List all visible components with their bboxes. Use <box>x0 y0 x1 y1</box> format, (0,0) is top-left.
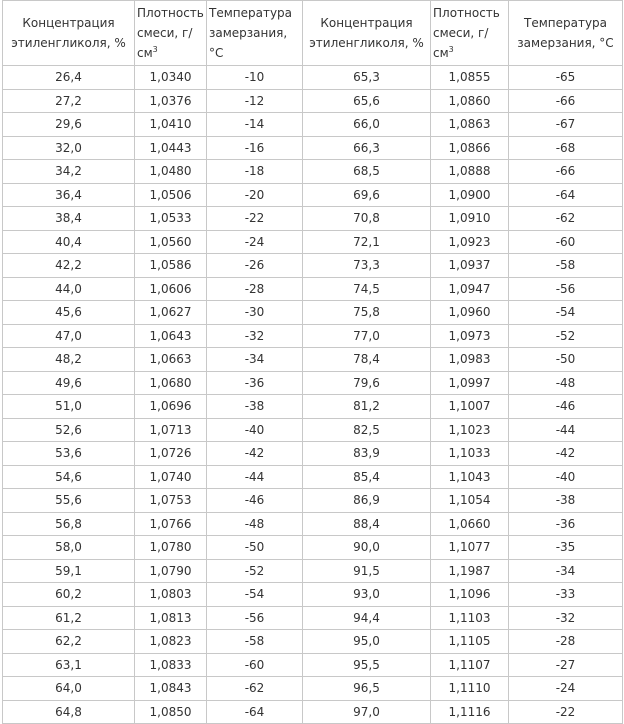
concentration-cell: 81,2 <box>303 395 431 419</box>
density-cell: 1,0947 <box>431 277 509 301</box>
freezing-temp-cell: -66 <box>509 160 623 184</box>
concentration-cell: 32,0 <box>3 136 135 160</box>
freezing-temp-cell: -62 <box>207 677 303 701</box>
header-concentration: Концентрация этиленгликоля, % <box>3 1 135 66</box>
table-row <box>3 489 623 513</box>
concentration-cell: 74,5 <box>303 277 431 301</box>
density-cell: 1,1033 <box>431 442 509 466</box>
density-cell: 1,1096 <box>431 583 509 607</box>
concentration-cell: 55,6 <box>3 489 135 513</box>
concentration-cell: 36,4 <box>3 183 135 207</box>
density-cell: 1,0860 <box>431 89 509 113</box>
density-cell: 1,0660 <box>431 512 509 536</box>
table-row <box>3 630 623 654</box>
freezing-temp-cell: -36 <box>207 371 303 395</box>
freezing-temp-cell: -62 <box>509 207 623 231</box>
freezing-temp-cell: -52 <box>509 324 623 348</box>
density-cell: 1,1054 <box>431 489 509 513</box>
concentration-cell: 95,0 <box>303 630 431 654</box>
concentration-cell: 27,2 <box>3 89 135 113</box>
freezing-temp-cell: -38 <box>207 395 303 419</box>
concentration-cell: 44,0 <box>3 277 135 301</box>
freezing-temp-cell: -68 <box>509 136 623 160</box>
density-cell: 1,0937 <box>431 254 509 278</box>
density-cell: 1,0823 <box>135 630 207 654</box>
table-row <box>3 559 623 583</box>
freezing-temp-cell: -44 <box>509 418 623 442</box>
density-cell: 1,0833 <box>135 653 207 677</box>
concentration-cell: 95,5 <box>303 653 431 677</box>
table-row <box>3 512 623 536</box>
table-row <box>3 348 623 372</box>
concentration-cell: 91,5 <box>303 559 431 583</box>
density-cell: 1,1116 <box>431 700 509 724</box>
freezing-temp-cell: -22 <box>207 207 303 231</box>
density-cell: 1,1987 <box>431 559 509 583</box>
concentration-cell: 96,5 <box>303 677 431 701</box>
freezing-temp-cell: -24 <box>207 230 303 254</box>
density-cell: 1,0983 <box>431 348 509 372</box>
freezing-temp-cell: -36 <box>509 512 623 536</box>
concentration-cell: 90,0 <box>303 536 431 560</box>
concentration-cell: 88,4 <box>303 512 431 536</box>
density-cell: 1,1043 <box>431 465 509 489</box>
freezing-temp-cell: -46 <box>509 395 623 419</box>
density-cell: 1,0643 <box>135 324 207 348</box>
freezing-temp-cell: -65 <box>509 66 623 90</box>
density-cell: 1,1007 <box>431 395 509 419</box>
concentration-cell: 75,8 <box>303 301 431 325</box>
density-cell: 1,0533 <box>135 207 207 231</box>
concentration-cell: 66,3 <box>303 136 431 160</box>
density-cell: 1,0923 <box>431 230 509 254</box>
density-cell: 1,0855 <box>431 66 509 90</box>
density-cell: 1,0680 <box>135 371 207 395</box>
table-row <box>3 583 623 607</box>
density-cell: 1,0410 <box>135 113 207 137</box>
concentration-cell: 77,0 <box>303 324 431 348</box>
density-cell: 1,0900 <box>431 183 509 207</box>
header-freezing-temperature: Температура замерзания, °С <box>207 1 303 66</box>
density-cell: 1,0780 <box>135 536 207 560</box>
table-row <box>3 324 623 348</box>
density-cell: 1,1023 <box>431 418 509 442</box>
table-row <box>3 536 623 560</box>
density-cell: 1,0480 <box>135 160 207 184</box>
concentration-cell: 85,4 <box>303 465 431 489</box>
density-cell: 1,0866 <box>431 136 509 160</box>
density-cell: 1,0696 <box>135 395 207 419</box>
ethylene-glycol-table <box>2 0 623 724</box>
table-row <box>3 677 623 701</box>
freezing-temp-cell: -14 <box>207 113 303 137</box>
freezing-temp-cell: -66 <box>509 89 623 113</box>
density-cell: 1,0443 <box>135 136 207 160</box>
freezing-temp-cell: -60 <box>207 653 303 677</box>
concentration-cell: 62,2 <box>3 630 135 654</box>
table-row <box>3 442 623 466</box>
freezing-temp-cell: -40 <box>207 418 303 442</box>
concentration-cell: 59,1 <box>3 559 135 583</box>
concentration-cell: 72,1 <box>303 230 431 254</box>
concentration-cell: 51,0 <box>3 395 135 419</box>
table-row <box>3 700 623 724</box>
table-row <box>3 653 623 677</box>
density-cell: 1,0813 <box>135 606 207 630</box>
freezing-temp-cell: -46 <box>207 489 303 513</box>
density-cell: 1,0888 <box>431 160 509 184</box>
density-cell: 1,0753 <box>135 489 207 513</box>
freezing-temp-cell: -28 <box>509 630 623 654</box>
table-row <box>3 371 623 395</box>
density-cell: 1,1110 <box>431 677 509 701</box>
concentration-cell: 49,6 <box>3 371 135 395</box>
freezing-temp-cell: -30 <box>207 301 303 325</box>
freezing-temp-cell: -28 <box>207 277 303 301</box>
freezing-temp-cell: -34 <box>207 348 303 372</box>
header-freezing-temperature: Температура замерзания, °С <box>509 1 623 66</box>
freezing-temp-cell: -64 <box>509 183 623 207</box>
freezing-temp-cell: -22 <box>509 700 623 724</box>
freezing-temp-cell: -48 <box>509 371 623 395</box>
table-row <box>3 395 623 419</box>
freezing-temp-cell: -54 <box>509 301 623 325</box>
table-row <box>3 465 623 489</box>
concentration-cell: 52,6 <box>3 418 135 442</box>
freezing-temp-cell: -35 <box>509 536 623 560</box>
table-row <box>3 66 623 90</box>
density-cell: 1,0713 <box>135 418 207 442</box>
density-cell: 1,0606 <box>135 277 207 301</box>
concentration-cell: 45,6 <box>3 301 135 325</box>
table-row <box>3 606 623 630</box>
density-cell: 1,0726 <box>135 442 207 466</box>
freezing-temp-cell: -48 <box>207 512 303 536</box>
concentration-cell: 94,4 <box>303 606 431 630</box>
freezing-temp-cell: -50 <box>207 536 303 560</box>
freezing-temp-cell: -67 <box>509 113 623 137</box>
table-row <box>3 136 623 160</box>
concentration-cell: 42,2 <box>3 254 135 278</box>
concentration-cell: 64,0 <box>3 677 135 701</box>
freezing-temp-cell: -52 <box>207 559 303 583</box>
freezing-temp-cell: -42 <box>207 442 303 466</box>
table-row <box>3 207 623 231</box>
freezing-temp-cell: -26 <box>207 254 303 278</box>
concentration-cell: 65,3 <box>303 66 431 90</box>
density-cell: 1,0376 <box>135 89 207 113</box>
density-cell: 1,0803 <box>135 583 207 607</box>
table-header-row <box>3 1 623 66</box>
concentration-cell: 40,4 <box>3 230 135 254</box>
density-cell: 1,1107 <box>431 653 509 677</box>
density-cell: 1,0560 <box>135 230 207 254</box>
freezing-temp-cell: -27 <box>509 653 623 677</box>
concentration-cell: 56,8 <box>3 512 135 536</box>
density-cell: 1,0586 <box>135 254 207 278</box>
density-cell: 1,0340 <box>135 66 207 90</box>
density-cell: 1,1103 <box>431 606 509 630</box>
concentration-cell: 47,0 <box>3 324 135 348</box>
freezing-temp-cell: -33 <box>509 583 623 607</box>
concentration-cell: 97,0 <box>303 700 431 724</box>
density-cell: 1,0790 <box>135 559 207 583</box>
concentration-cell: 34,2 <box>3 160 135 184</box>
density-cell: 1,0997 <box>431 371 509 395</box>
header-concentration: Концентрация этиленгликоля, % <box>303 1 431 66</box>
freezing-temp-cell: -44 <box>207 465 303 489</box>
density-cell: 1,0960 <box>431 301 509 325</box>
freezing-temp-cell: -34 <box>509 559 623 583</box>
table-body <box>3 66 623 724</box>
concentration-cell: 65,6 <box>303 89 431 113</box>
freezing-temp-cell: -60 <box>509 230 623 254</box>
table-row <box>3 89 623 113</box>
freezing-temp-cell: -56 <box>207 606 303 630</box>
density-cell: 1,1105 <box>431 630 509 654</box>
density-cell: 1,0663 <box>135 348 207 372</box>
density-cell: 1,0910 <box>431 207 509 231</box>
concentration-cell: 73,3 <box>303 254 431 278</box>
density-cell: 1,0863 <box>431 113 509 137</box>
table-row <box>3 183 623 207</box>
freezing-temp-cell: -32 <box>207 324 303 348</box>
concentration-cell: 53,6 <box>3 442 135 466</box>
freezing-temp-cell: -12 <box>207 89 303 113</box>
freezing-temp-cell: -10 <box>207 66 303 90</box>
concentration-cell: 86,9 <box>303 489 431 513</box>
concentration-cell: 79,6 <box>303 371 431 395</box>
density-cell: 1,0506 <box>135 183 207 207</box>
concentration-cell: 48,2 <box>3 348 135 372</box>
header-density: Плотность смеси, $г/см^3$ <box>431 1 509 66</box>
concentration-cell: 78,4 <box>303 348 431 372</box>
concentration-cell: 93,0 <box>303 583 431 607</box>
freezing-temp-cell: -38 <box>509 489 623 513</box>
concentration-cell: 64,8 <box>3 700 135 724</box>
concentration-cell: 70,8 <box>303 207 431 231</box>
freezing-temp-cell: -54 <box>207 583 303 607</box>
concentration-cell: 38,4 <box>3 207 135 231</box>
freezing-temp-cell: -50 <box>509 348 623 372</box>
freezing-temp-cell: -32 <box>509 606 623 630</box>
freezing-temp-cell: -20 <box>207 183 303 207</box>
concentration-cell: 68,5 <box>303 160 431 184</box>
concentration-cell: 61,2 <box>3 606 135 630</box>
freezing-temp-cell: -16 <box>207 136 303 160</box>
concentration-cell: 83,9 <box>303 442 431 466</box>
table-row <box>3 418 623 442</box>
freezing-temp-cell: -56 <box>509 277 623 301</box>
concentration-cell: 60,2 <box>3 583 135 607</box>
header-density: Плотность смеси, $г/см^3$ <box>135 1 207 66</box>
freezing-temp-cell: -58 <box>207 630 303 654</box>
freezing-temp-cell: -24 <box>509 677 623 701</box>
density-cell: 1,0850 <box>135 700 207 724</box>
density-cell: 1,0843 <box>135 677 207 701</box>
table-row <box>3 254 623 278</box>
density-cell: 1,0627 <box>135 301 207 325</box>
table-row <box>3 113 623 137</box>
concentration-cell: 69,6 <box>303 183 431 207</box>
concentration-cell: 26,4 <box>3 66 135 90</box>
concentration-cell: 54,6 <box>3 465 135 489</box>
density-cell: 1,0973 <box>431 324 509 348</box>
freezing-temp-cell: -58 <box>509 254 623 278</box>
density-cell: 1,0740 <box>135 465 207 489</box>
table-row <box>3 277 623 301</box>
concentration-cell: 58,0 <box>3 536 135 560</box>
freezing-temp-cell: -40 <box>509 465 623 489</box>
density-cell: 1,0766 <box>135 512 207 536</box>
freezing-temp-cell: -64 <box>207 700 303 724</box>
table-row <box>3 301 623 325</box>
density-cell: 1,1077 <box>431 536 509 560</box>
concentration-cell: 82,5 <box>303 418 431 442</box>
concentration-cell: 29,6 <box>3 113 135 137</box>
freezing-temp-cell: -42 <box>509 442 623 466</box>
concentration-cell: 66,0 <box>303 113 431 137</box>
freezing-temp-cell: -18 <box>207 160 303 184</box>
concentration-cell: 63,1 <box>3 653 135 677</box>
table-row <box>3 230 623 254</box>
table-row <box>3 160 623 184</box>
